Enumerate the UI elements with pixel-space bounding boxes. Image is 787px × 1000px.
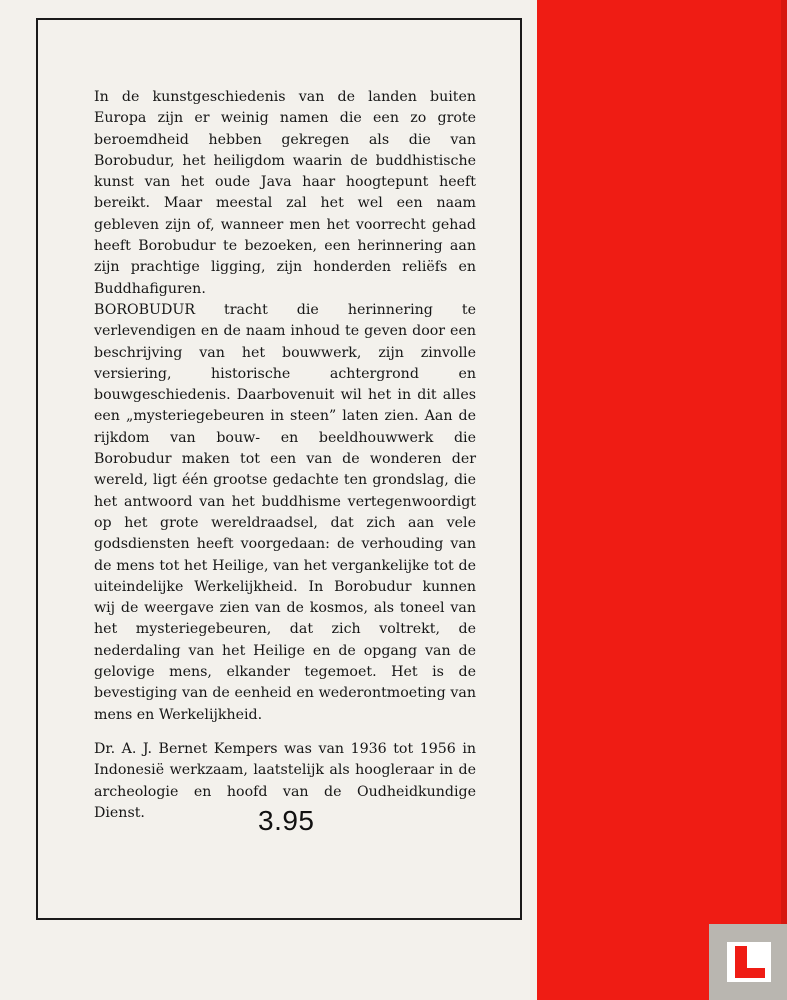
spine-edge-shadow (781, 0, 787, 1000)
red-spine-panel (537, 0, 787, 1000)
store-logo-L-icon (727, 942, 771, 982)
description-text (94, 87, 476, 824)
description-paragraph: BOROBUDUR tracht die herinnering te verlevendigen en de naam inhoud te geven door een beschrijving van het bouwwerk, zijn zinvolle versiering, historische achtergrond en bouwgeschiedenis. Daarbovenuit wil het in dit alles een „mysteriegebeuren in steen” laten zien. Aan de rijkdom van bouw- en beeldhouwwerk die Borobudur maken tot een van de wonderen der wereld, ligt één grootse gedachte ten grondslag, die het antwoord van het buddhisme vertegenwoordigt op het grote wereldraadsel, dat zich aan vele godsdiensten heeft voorgedaan: de verhouding van de mens tot het Heilige, van het vergankelijke tot de uiteindelijke Werkelijkheid. In Borobudur kunnen wij de weergave zien van de kosmos, als toneel van het mysteriegebeuren, dat zich voltrekt, de nederdaling van het Heilige en de opgang van de gelovige mens, elkander tegemoet. Het is de bevestiging van de eenheid en wederontmoeting van mens en Werkelijkheid. (94, 301, 476, 723)
description-paragraph: In de kunstgeschiedenis van de landen buiten Europa zijn er weinig namen die een zo grote beroemdheid hebben gekregen als die van Borobudur, het heiligdom waarin de buddhistische kunst van het oude Java haar hoogtepunt heeft bereikt. Maar meestal zal het wel een naam gebleven zijn of, wanneer men het voorrecht gehad heeft Borobudur te bezoeken, een herinnering aan zijn prachtige ligging, zijn honderden reliëfs en Buddhafiguren. (94, 89, 476, 297)
author-bio: Dr. A. J. Bernet Kempers was van 1936 tot 1956 in Indonesië werkzaam, laatstelijk als hoogleraar in de archeologie en hoofd van de Oudheidkundige Dienst. (94, 740, 476, 821)
price-label: 3.95 (258, 805, 315, 836)
